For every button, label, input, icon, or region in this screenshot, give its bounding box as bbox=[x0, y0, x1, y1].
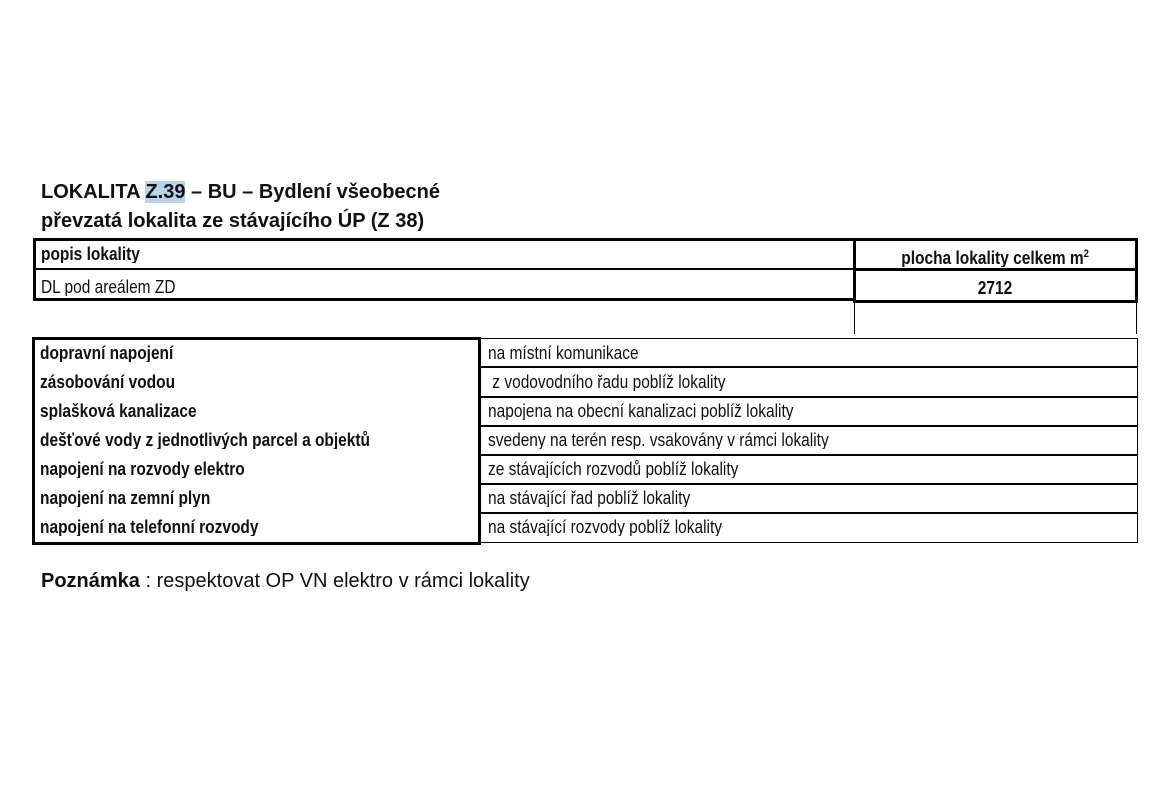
infra-value: na stávající řad poblíž lokality bbox=[488, 489, 691, 507]
description-value: DL pod areálem ZD bbox=[41, 278, 176, 296]
infra-value: na stávající rozvody poblíž lokality bbox=[488, 518, 723, 536]
row-divider bbox=[481, 366, 1138, 368]
area-value: 2712 bbox=[978, 279, 1013, 297]
infra-label: dopravní napojení bbox=[40, 344, 174, 362]
note-label: Poznámka bbox=[41, 570, 140, 592]
infra-label: splašková kanalizace bbox=[40, 402, 197, 420]
description-header: popis lokality bbox=[41, 245, 140, 263]
locality-code: Z.39 bbox=[145, 181, 186, 203]
row-divider bbox=[481, 396, 1138, 398]
row-divider bbox=[481, 454, 1138, 456]
row-divider bbox=[481, 425, 1138, 427]
title-suffix: – BU – Bydlení všeobecné bbox=[185, 181, 441, 203]
page-title bbox=[41, 181, 440, 203]
empty-cell bbox=[854, 303, 1137, 334]
note-separator: : bbox=[139, 570, 157, 592]
infra-value: napojena na obecní kanalizaci poblíž lokality bbox=[488, 402, 794, 420]
infra-value: na místní komunikace bbox=[488, 344, 639, 362]
infra-label: dešťové vody z jednotlivých parcel a objektů bbox=[40, 431, 371, 449]
infra-value: z vodovodního řadu poblíž lokality bbox=[488, 373, 726, 391]
divider bbox=[33, 268, 855, 270]
area-header: plocha lokality celkem $m^2$ bbox=[901, 248, 1090, 267]
title-prefix: LOKALITA bbox=[41, 181, 146, 203]
infra-label: napojení na zemní plyn bbox=[40, 489, 211, 507]
row-divider bbox=[481, 483, 1138, 485]
infra-label: napojení na rozvody elektro bbox=[40, 460, 245, 478]
infra-label: zásobování vodou bbox=[40, 373, 176, 391]
note bbox=[41, 569, 530, 593]
note-text: respektovat OP VN elektro v rámci lokality bbox=[156, 570, 530, 592]
divider bbox=[853, 268, 1138, 271]
page-subtitle: převzatá lokalita ze stávajícího ÚP (Z 38) bbox=[41, 210, 425, 232]
infra-value: svedeny na terén resp. vsakovány v rámci lokality bbox=[488, 431, 829, 449]
row-divider bbox=[481, 512, 1138, 514]
infra-label: napojení na telefonní rozvody bbox=[40, 518, 259, 536]
infra-value: ze stávajících rozvodů poblíž lokality bbox=[488, 460, 739, 478]
